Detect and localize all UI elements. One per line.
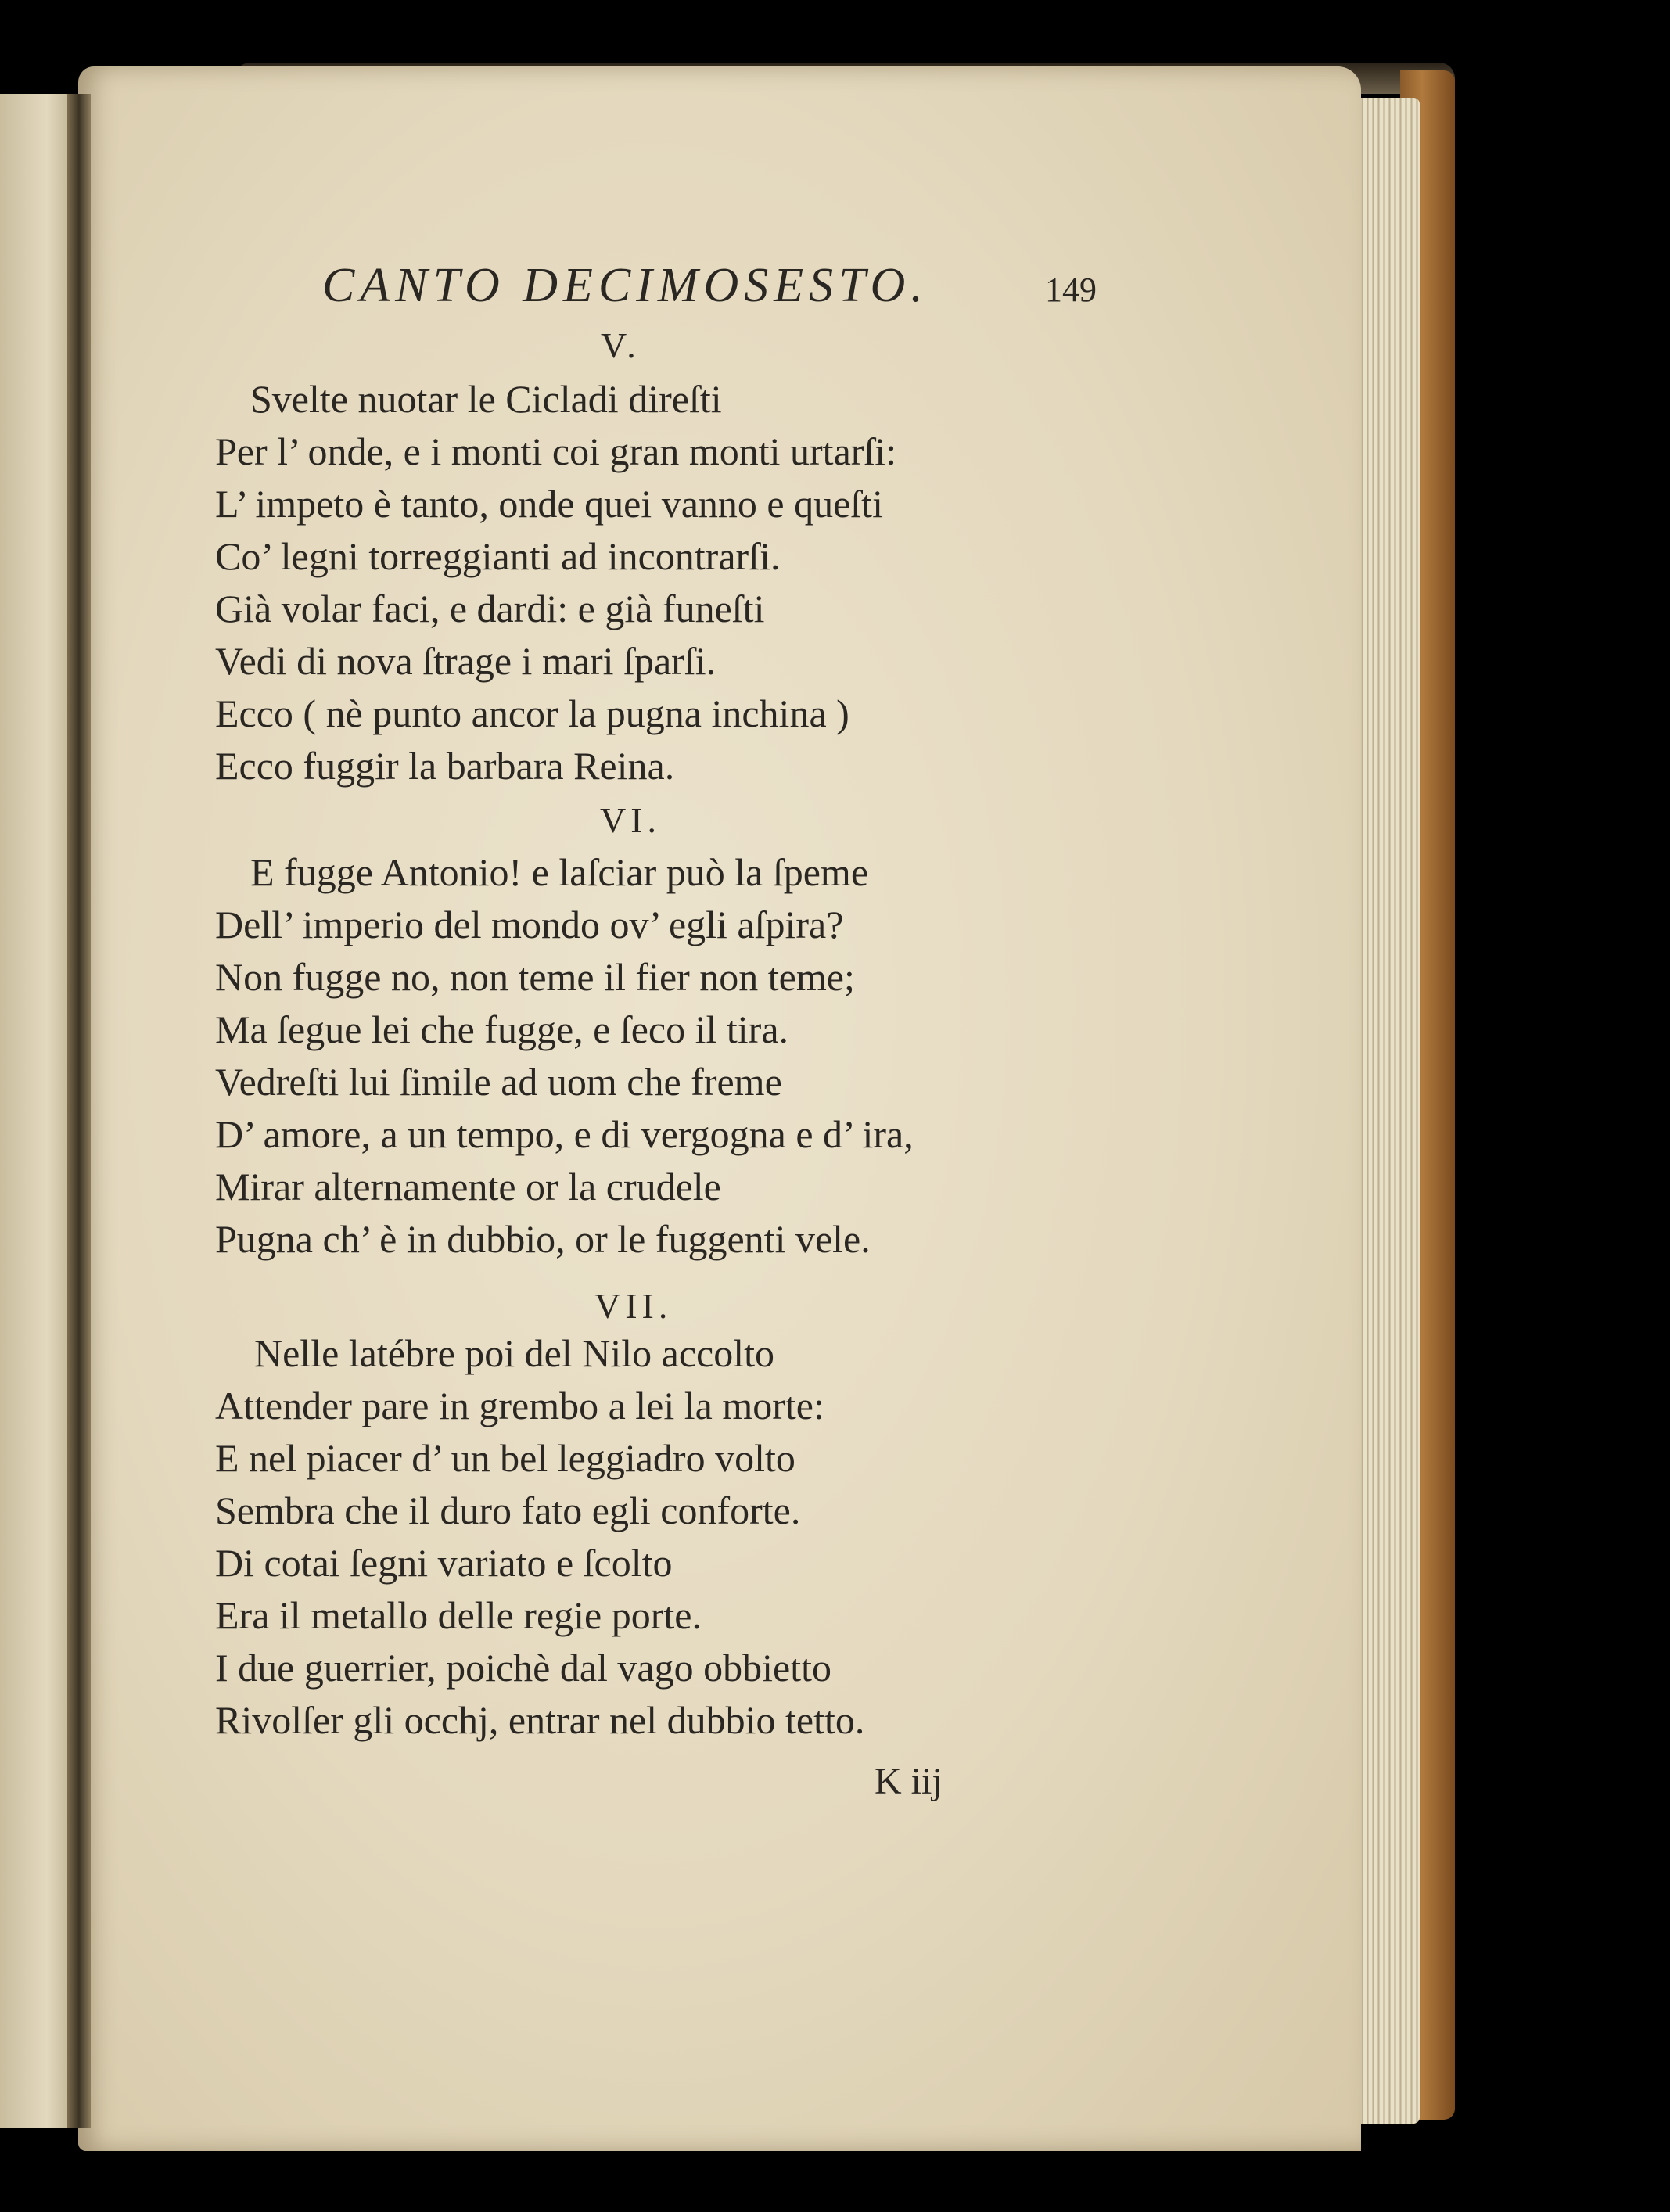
verse-line: D’ amore, a un tempo, e di vergogna e d’ ira, (215, 1112, 914, 1156)
stanza-number: VI. (600, 800, 662, 840)
verse-line: Vedreſti lui ſimile ad uom che freme (215, 1060, 782, 1104)
verse-line: E fugge Antonio! e laſciar può la ſpeme (250, 850, 869, 894)
verse-line: Non fugge no, non teme il fier non teme; (215, 955, 855, 999)
verse-line: Ecco fuggir la barbara Reina. (215, 744, 675, 788)
signature-mark: K iij (875, 1761, 943, 1802)
facing-page (0, 94, 78, 2128)
verse-line: Ma ſegue lei che fugge, e ſeco il tira. (215, 1007, 789, 1051)
verse-line: Attender pare in grembo a lei la morte: (215, 1384, 824, 1427)
stanza-number: VII. (594, 1286, 673, 1326)
verse-line: L’ impeto è tanto, onde quei vanno e queſti (215, 482, 883, 526)
verse-line: Co’ legni torreggianti ad incontrarſi. (215, 534, 781, 578)
stanza-number: V. (601, 325, 641, 365)
verse-line: Rivolſer gli occhj, entrar nel dubbio tetto. (215, 1698, 865, 1742)
verse-line: Svelte nuotar le Cicladi direſti (250, 377, 722, 421)
page-number: 149 (1045, 271, 1097, 309)
verse-line: Pugna ch’ è in dubbio, or le fuggenti vele. (215, 1217, 871, 1261)
verse-line: Sembra che il duro fato egli conforte. (215, 1488, 801, 1532)
verse-line: Mirar alternamente or la crudele (215, 1165, 721, 1208)
verse-line: Era il metallo delle regie porte. (215, 1593, 702, 1637)
verse-line: Per l’ onde, e i monti coi gran monti urtarſi: (215, 429, 897, 473)
verse-line: E nel piacer d’ un bel leggiadro volto (215, 1436, 795, 1480)
verse-line: Nelle latébre poi del Nilo accolto (254, 1331, 775, 1375)
verse-line: Già volar faci, e dardi: e già funeſti (215, 587, 765, 630)
verse-line: Dell’ imperio del mondo ov’ egli aſpira? (215, 903, 844, 946)
verse-line: Ecco ( nè punto ancor la pugna inchina ) (215, 691, 849, 735)
running-title: CANTO DECIMOSESTO. (322, 259, 928, 312)
verse-line: I due guerrier, poichè dal vago obbietto (215, 1646, 831, 1690)
book-gutter (67, 94, 91, 2128)
verse-line: Vedi di nova ſtrage i mari ſparſi. (215, 639, 716, 683)
verse-line: Di cotai ſegni variato e ſcolto (215, 1541, 673, 1585)
